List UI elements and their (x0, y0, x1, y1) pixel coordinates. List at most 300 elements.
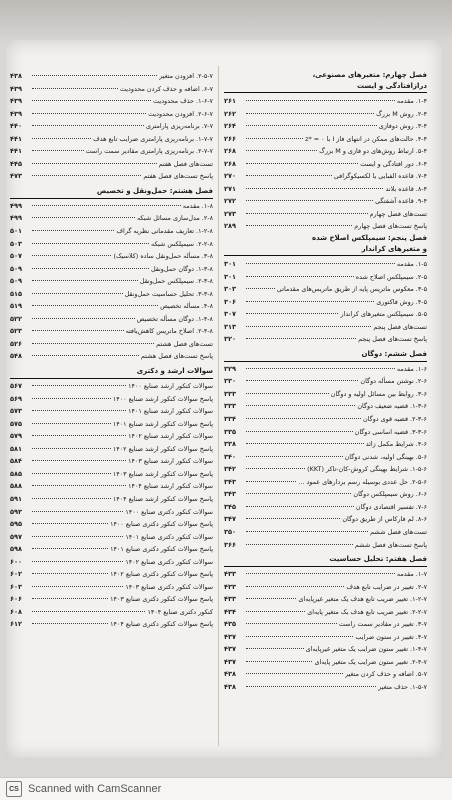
dot-leader (32, 305, 158, 306)
toc-entry (224, 333, 427, 346)
toc-entry (224, 208, 427, 221)
dot-leader (32, 498, 111, 499)
dot-leader (246, 393, 329, 394)
toc-entry (10, 212, 213, 225)
toc-entry-page: ۴۹۹ (10, 201, 23, 210)
toc-entry-title: ۵-۷. اضافه و حذف کردن متغیر (344, 670, 427, 679)
toc-entry-page: ۴۳۹ (10, 97, 23, 106)
dot-leader (246, 138, 303, 139)
toc-entry-title: پاسخ سوالات کنکور دکتری صنایع ۱۴۰۱ (110, 545, 213, 554)
toc-entry (10, 83, 213, 96)
toc-entry-title: تست‌های فصل هشتم (156, 339, 213, 348)
toc-entry-page: ۳۲۹ (224, 364, 237, 373)
dot-leader (32, 485, 126, 486)
dot-leader (32, 460, 126, 461)
dot-leader (32, 448, 111, 449)
toc-entry-page: ۴۴۱ (10, 147, 23, 156)
toc-entry (224, 451, 427, 464)
dot-leader (32, 268, 149, 269)
dot-leader (32, 243, 149, 244)
toc-entry (10, 581, 213, 594)
toc-entry-title: ۲-۷-۷. برنامه‌ریزی پارامتری مقادیر سمت راست (85, 147, 213, 156)
chapter4-heading-line2: درازافتادگی و ایست (224, 81, 427, 93)
toc-entry-page: ۴۳۵ (224, 620, 237, 629)
toc-entry-page: ۶۰۰ (10, 557, 23, 566)
exam-questions-entries (10, 380, 213, 631)
toc-entry (224, 296, 427, 309)
toc-entry-page: ۳۴۳ (224, 477, 237, 486)
chapter8-entries (10, 200, 213, 363)
toc-entry (224, 681, 427, 694)
dot-leader (246, 225, 352, 226)
toc-entry-page: ۴۳۳ (224, 595, 237, 604)
toc-entry-title: ۳-۶. روابط بین مسائل اولیه و دوگان (330, 389, 427, 398)
toc-entry (10, 350, 213, 363)
toc-entry (10, 543, 213, 556)
toc-entry-title: ۳-۳-۸. تحلیل حساسیت حمل‌ونقل (124, 289, 213, 298)
toc-entry-page: ۳۳۰ (224, 377, 237, 386)
dot-leader (246, 573, 395, 574)
toc-entry-title: ۲-۸. مدل‌سازی مسائل شبکه (136, 214, 213, 223)
toc-entry-title: ۴-۸. مسأله تخصیص (160, 302, 213, 311)
toc-entry-title: ۴-۵. روش فاکتوری (376, 297, 427, 306)
dot-leader (32, 473, 111, 474)
toc-entry (224, 501, 427, 514)
toc-entry-title: ۱-۲-۷. تغییر ضریب تابع هدف یک متغیر غیرپایه‌ای (298, 595, 427, 604)
toc-entry-title: پاسخ سوالات کنکور ارشد صنایع ۱۴۰۰ (112, 394, 213, 403)
dot-leader (246, 113, 374, 114)
toc-entry (224, 195, 427, 208)
toc-entry-title: سوالات کنکور دکتری صنایع ۱۴۰۱ (125, 532, 213, 541)
toc-entry (224, 568, 427, 581)
toc-entry (10, 145, 213, 158)
toc-entry-page: ۳۴۵ (224, 502, 237, 511)
toc-entry-page: ۵۴۸ (10, 352, 23, 361)
toc-entry-title: ۷-۶. تفسیر اقتصادی دوگان (355, 502, 427, 511)
toc-entry-title: ۱-۳-۶. قضیه ضعیف دوگان (357, 402, 427, 411)
toc-entry-page: ۲۷۰ (224, 172, 237, 181)
toc-entry-page: ۴۳۴ (224, 607, 237, 616)
toc-entry-page: ۴۳۹ (10, 109, 23, 118)
dot-leader (32, 523, 108, 524)
dot-leader (246, 405, 355, 406)
toc-entry (10, 468, 213, 481)
toc-entry-title: ۱-۲-۸. تعاریف مقدماتی نظریه گراف (116, 227, 213, 236)
toc-entry-page: ۵۶۹ (10, 394, 23, 403)
dot-leader (32, 355, 139, 356)
toc-entry-page: ۳۰۳ (224, 285, 237, 294)
toc-entry-title: ۲-۵-۶. حل عددی بوسیله رسم بردارهای عمود ... (298, 477, 427, 486)
toc-entry (10, 531, 213, 544)
column-divider (218, 66, 219, 746)
toc-entry-page: ۵۰۹ (10, 264, 23, 273)
toc-entry (224, 158, 427, 171)
toc-entry-page: ۴۳۳ (224, 582, 237, 591)
dot-leader (32, 217, 135, 218)
dot-leader (32, 75, 157, 76)
toc-entry (10, 170, 213, 183)
toc-entry-page: ۶۰۸ (10, 607, 23, 616)
toc-entry-page: ۳۳۵ (224, 427, 237, 436)
toc-entry (10, 70, 213, 83)
toc-entry-page: ۵۹۷ (10, 532, 23, 541)
toc-entry-page: ۲۷۲ (224, 197, 237, 206)
toc-entry-page: ۳۵۰ (224, 527, 237, 536)
chapter8-heading: فصل هشتم: حمل‌ونقل و تخصیص (10, 185, 213, 199)
toc-entry-title: ۳-۸. مسأله حمل‌ونقل ساده (کلاسیک) (113, 252, 213, 261)
toc-entry-page: ۴۳۸ (224, 682, 237, 691)
toc-entry (224, 413, 427, 426)
dot-leader (32, 318, 135, 319)
toc-entry-page: ۳۴۰ (224, 452, 237, 461)
toc-entry-page: ۵۰۷ (10, 252, 23, 261)
toc-entry-page: ۵۷۹ (10, 432, 23, 441)
toc-entry (224, 668, 427, 681)
dot-leader (246, 544, 353, 545)
toc-entry (10, 158, 213, 171)
toc-entry-title: پاسخ سوالات کنکور ارشد صنایع ۱۴۰۱ (112, 419, 213, 428)
toc-entry-title: ۲-۲-۷. تغییر ضریب تابع هدف یک متغیر پایه‌ای (307, 607, 427, 616)
toc-entry (224, 321, 427, 334)
toc-entry (224, 618, 427, 631)
toc-entry-page: ۴۹۹ (10, 214, 23, 223)
toc-entry-title: ۲-۳-۶. قضیه قوی دوگان (363, 415, 427, 424)
toc-entry (10, 313, 213, 326)
toc-entry (224, 183, 427, 196)
toc-entry (224, 643, 427, 656)
toc-entry-page: ۵۹۳ (10, 507, 23, 516)
toc-entry-title: ۱-۷-۷. برنامه‌ریزی پارامتری ضرایب تابع هدف (93, 134, 213, 143)
toc-entry (10, 430, 213, 443)
toc-entry-page: ۲۶۱ (224, 97, 237, 105)
dot-leader (246, 200, 373, 201)
toc-entry (10, 108, 213, 121)
toc-entry-page: ۳۳۳ (224, 389, 237, 398)
toc-entry-page: ۵۰۱ (10, 227, 23, 236)
toc-entry-title: سوالات کنکور ارشد صنایع ۱۴۰۱ (128, 407, 213, 416)
toc-entry (224, 308, 427, 321)
dot-leader (246, 301, 374, 302)
dot-leader (32, 410, 126, 411)
chapter7-continued-entries (10, 70, 213, 183)
toc-entry (224, 220, 427, 233)
toc-entry-page: ۳۲۰ (224, 335, 237, 344)
dot-leader (246, 276, 354, 277)
toc-entry-page: ۵۸۱ (10, 444, 23, 453)
toc-entry-title: پاسخ تست‌های فصل پنجم (358, 335, 427, 344)
toc-entry-page: ۲۷۳ (224, 209, 237, 218)
dot-leader (246, 636, 353, 637)
toc-entry-title: ۲-۴-۸. اصلاح ماتریس کاهش‌یافته (125, 327, 213, 336)
toc-entry (224, 283, 427, 296)
dot-leader (246, 468, 305, 469)
toc-entry-title: ۳-۳-۶. قضیه اساسی دوگان (354, 427, 427, 436)
toc-entry-title: ۲-۲-۸. سیمپلکس شبکه (151, 239, 213, 248)
toc-entry-title: ۴-۶. شرایط مکمل زائد (365, 440, 427, 449)
toc-entry (10, 443, 213, 456)
chapter5-heading-line2: و متغیرهای کراندار (224, 244, 427, 256)
toc-entry (224, 463, 427, 476)
dot-leader (32, 586, 123, 587)
toc-entry-page: ۶۱۲ (10, 620, 23, 629)
dot-leader (32, 175, 141, 176)
toc-entry-page: ۳۴۳ (224, 490, 237, 499)
toc-entry-page: ۶۰۲ (10, 570, 23, 579)
toc-entry (10, 325, 213, 338)
dot-leader (32, 573, 108, 574)
toc-entry-title: سوالات کنکور ارشد صنایع ۱۴۰۰ (128, 382, 213, 391)
toc-entry-page: ۴۳۷ (224, 657, 237, 666)
toc-entry-title: ۵-۶. بهینگی اولیه، شدنی دوگان (344, 452, 427, 461)
toc-entry-page: ۵۷۳ (10, 407, 23, 416)
scan-top-shadow (0, 0, 452, 44)
toc-entry-title: پاسخ سوالات کنکور ارشد صنایع ۱۴۰۴ (112, 494, 213, 503)
toc-entry (10, 593, 213, 606)
toc-entry-title: ۲-۵-۷. افزودن متغیر (159, 72, 213, 80)
toc-entry-title: ۶-۷. اضافه و حذف کردن محدودیت (119, 84, 213, 93)
toc-entry-page: ۳۳۴ (224, 415, 237, 424)
toc-entry (224, 375, 427, 388)
toc-entry-page: ۳۰۱ (224, 272, 237, 281)
dot-leader (246, 456, 343, 457)
toc-entry-title: سوالات کنکور دکتری صنایع ۱۴۰۲ (125, 557, 213, 566)
dot-leader (32, 88, 118, 89)
dot-leader (32, 100, 151, 101)
dot-leader (32, 548, 108, 549)
toc-entry-title: ۲-۶-۷. افزودن محدودیت (148, 109, 213, 118)
toc-entry-title: ۶-۶. روش سیمپلکس دوگان (353, 490, 427, 499)
toc-entry-title: ۷-۷. برنامه‌ریزی پارامتری (145, 122, 213, 131)
toc-entry (10, 288, 213, 301)
dot-leader (32, 255, 111, 256)
toc-entry (224, 631, 427, 644)
toc-entry-page: ۳۰۱ (224, 260, 237, 269)
dot-leader (246, 443, 364, 444)
toc-entry-page: ۵۷۵ (10, 419, 23, 428)
toc-entry-page: ۵۰۳ (10, 239, 23, 248)
toc-entry-title: ۸-۶. لم فارکاس از طریق دوگان (342, 515, 427, 524)
toc-entry (224, 581, 427, 594)
toc-entry-page: ۳۴۲ (224, 465, 237, 474)
toc-entry-title: پاسخ سوالات کنکور دکتری صنایع ۱۴۰۰ (110, 520, 213, 529)
dot-leader (246, 418, 361, 419)
toc-entry-page: ۵۹۱ (10, 494, 23, 503)
toc-entry-title: ۲-۶. نوشتن مسأله دوگان (360, 377, 427, 386)
toc-entry-page: ۲۶۸ (224, 147, 237, 156)
toc-entry-page: ۲۶۸ (224, 159, 237, 168)
toc-entry-page: ۵۶۷ (10, 382, 23, 391)
toc-entry-title: ۸-۴. قاعده بلاند (385, 184, 427, 193)
toc-entry-title: ۷-۴. قاعده الفبایی یا لکسیکوگرافی (333, 172, 427, 181)
toc-entry-page: ۴۳۳ (224, 570, 237, 579)
toc-entry (224, 363, 427, 376)
toc-entry-title: ۵-۴. ارتباط روش‌های دو فازی و M بزرگ (319, 147, 427, 156)
toc-entry-title: تست‌های فصل پنجم (373, 322, 427, 331)
toc-entry-title: پاسخ تست‌های فصل چهارم (354, 222, 427, 231)
toc-entry-title: ۳-۷. تغییر در مقادیر سمت راست (338, 620, 427, 629)
chapter7-heading: فصل هفتم: تحلیل حساسیت (224, 553, 427, 567)
toc-entry (224, 120, 427, 133)
toc-entry-page: ۵۱۵ (10, 289, 23, 298)
toc-entry-title: ۱-۵. مقدمه (396, 260, 427, 269)
dot-leader (32, 511, 123, 512)
dot-leader (246, 150, 317, 151)
dot-leader (32, 138, 91, 139)
toc-entry-title: ۱-۳-۸. دوگان حمل‌ونقل (150, 264, 213, 273)
dot-leader (246, 493, 351, 494)
toc-entry (224, 513, 427, 526)
dot-leader (246, 586, 344, 587)
dot-leader (246, 188, 383, 189)
toc-entry (10, 380, 213, 393)
toc-entry (10, 405, 213, 418)
toc-entry-title: پاسخ سوالات کنکور دکتری صنایع ۱۴۰۳ (110, 595, 213, 604)
dot-leader (32, 343, 154, 344)
toc-entry-page: ۴۳۹ (10, 84, 23, 93)
toc-entry-page: ۲۶۴ (224, 122, 237, 131)
toc-entry (224, 539, 427, 552)
dot-leader (246, 518, 340, 519)
toc-entry-page: ۳۳۳ (224, 402, 237, 411)
toc-entry-title: تست‌های فصل هفتم (158, 159, 213, 168)
toc-entry-title: کنکور دکتری صنایع ۱۴۰۴ (147, 607, 213, 616)
toc-entry-page: ۵۲۶ (10, 339, 23, 348)
toc-entry-title: ۵-۵. سیمپلکس متغیرهای کراندار (340, 310, 427, 319)
toc-entry-page: ۵۲۲ (10, 314, 23, 323)
scanner-footer (0, 777, 452, 800)
dot-leader (32, 280, 138, 281)
toc-entry-title: ۲-۴-۷. تغییر ستون ضرایب یک متغیر پایه‌ای (314, 657, 427, 666)
dot-leader (32, 536, 123, 537)
dot-leader (32, 330, 124, 331)
toc-entry-title: ۳-۵. معکوس ماتریس پایه از طریق ماتریس‌های مقدماتی (276, 285, 427, 294)
toc-entry (224, 593, 427, 606)
toc-entry (10, 568, 213, 581)
dot-leader (246, 368, 395, 369)
chapter5-entries (224, 258, 427, 346)
toc-entry-page: ۲۷۱ (224, 184, 237, 193)
dot-leader (32, 623, 108, 624)
toc-entry-page: ۳۰۷ (224, 310, 237, 319)
toc-entry-page: ۴۴۰ (10, 122, 23, 131)
toc-entry-page: ۵۸۵ (10, 469, 23, 478)
toc-entry-page: ۴۳۸ (10, 72, 23, 80)
dot-leader (246, 673, 343, 674)
toc-entry-title: ۹-۴. قاعده آشفتگی (375, 197, 427, 206)
toc-entry-title: سوالات کنکور ارشد صنایع ۱۴۰۳ (128, 457, 213, 466)
chapter6-heading: فصل ششم: دوگان (224, 348, 427, 362)
toc-entry (224, 95, 427, 108)
chapter4-heading-line1: فصل چهارم: متغیرهای مصنوعی، (312, 71, 427, 79)
toc-entry (224, 271, 427, 284)
dot-leader (246, 338, 356, 339)
toc-entry-page: ۵۹۸ (10, 545, 23, 554)
toc-entry (224, 488, 427, 501)
toc-entry (224, 438, 427, 451)
dot-leader (246, 686, 376, 687)
toc-entry (224, 656, 427, 669)
toc-entry (10, 275, 213, 288)
toc-entry-page: ۵۸۴ (10, 457, 23, 466)
dot-leader (32, 205, 181, 206)
toc-entry-title: پاسخ تست‌های فصل ششم (354, 540, 427, 549)
toc-entry-title: ۱-۷. مقدمه (396, 570, 427, 579)
dot-leader (32, 163, 157, 164)
toc-entry (10, 480, 213, 493)
toc-entry-title: پاسخ تست‌های فصل هفتم (143, 172, 213, 181)
toc-entry-title: ۴-۴. حالت‌های ممکن در انتهای فاز I با z* = ۰ (305, 134, 427, 143)
toc-entry-page: ۳۰۶ (224, 297, 237, 306)
toc-entry-page: ۲۶۶ (224, 134, 237, 143)
dot-leader (246, 623, 337, 624)
dot-leader (246, 163, 358, 164)
toc-entry-title: پاسخ سوالات کنکور ارشد صنایع ۱۴۰۲ (112, 444, 213, 453)
toc-entry (224, 145, 427, 158)
toc-right-column (224, 70, 427, 694)
camscanner-logo-icon: CS (6, 781, 22, 797)
toc-entry-title: سوالات کنکور ارشد صنایع ۱۴۰۴ (128, 482, 213, 491)
dot-leader (246, 531, 368, 532)
toc-entry (10, 300, 213, 313)
toc-entry (10, 618, 213, 631)
toc-entry-title: ۶-۴. دور افتادگی و ایست (360, 159, 427, 168)
toc-entry-title: ۲-۵. سیمپلکس اصلاح شده (355, 272, 427, 281)
toc-entry-title: ۱-۸. مقدمه (182, 201, 213, 210)
chapter7-entries (224, 568, 427, 693)
toc-entry (10, 455, 213, 468)
dot-leader (32, 598, 108, 599)
dot-leader (32, 293, 123, 294)
toc-entry-page: ۵۰۹ (10, 277, 23, 286)
toc-entry-page: ۵۲۳ (10, 327, 23, 336)
chapter4-entries (224, 95, 427, 233)
toc-entry-page: ۴۳۷ (224, 645, 237, 654)
toc-entry (224, 426, 427, 439)
dot-leader (246, 175, 332, 176)
dot-leader (32, 385, 126, 386)
dot-leader (32, 230, 114, 231)
toc-entry (10, 263, 213, 276)
scanner-footer-text: Scanned with CamScanner (28, 783, 162, 795)
toc-entry-title: ۱-۴-۸. دوگان مسأله تخصیص (136, 314, 213, 323)
toc-entry (10, 95, 213, 108)
dot-leader (246, 661, 312, 662)
toc-entry (224, 606, 427, 619)
toc-entry (224, 400, 427, 413)
dot-leader (32, 561, 123, 562)
dot-leader (246, 380, 358, 381)
dot-leader (32, 150, 84, 151)
toc-entry-title: پاسخ سوالات کنکور دکتری صنایع ۱۴۰۲ (110, 570, 213, 579)
chapter5-heading-line1: فصل پنجم: سیمپلکس اصلاح شده (312, 234, 427, 243)
toc-entry (10, 506, 213, 519)
toc-entry-page: ۲۸۹ (224, 222, 237, 231)
dot-leader (246, 313, 338, 314)
toc-entry-title: ۱-۶. مقدمه (396, 364, 427, 373)
dot-leader (32, 113, 146, 114)
dot-leader (246, 125, 377, 126)
toc-entry (10, 556, 213, 569)
toc-entry-title: ۱-۴. مقدمه (396, 97, 427, 105)
toc-entry (224, 388, 427, 401)
dot-leader (246, 431, 353, 432)
dot-leader (246, 100, 395, 101)
toc-entry (10, 518, 213, 531)
toc-entry-page: ۵۱۹ (10, 302, 23, 311)
toc-entry-page: ۵۹۵ (10, 520, 23, 529)
toc-entry (224, 133, 427, 146)
toc-entry-title: ۲-۳-۸. سیمپلکس حمل‌ونقل (139, 277, 213, 286)
